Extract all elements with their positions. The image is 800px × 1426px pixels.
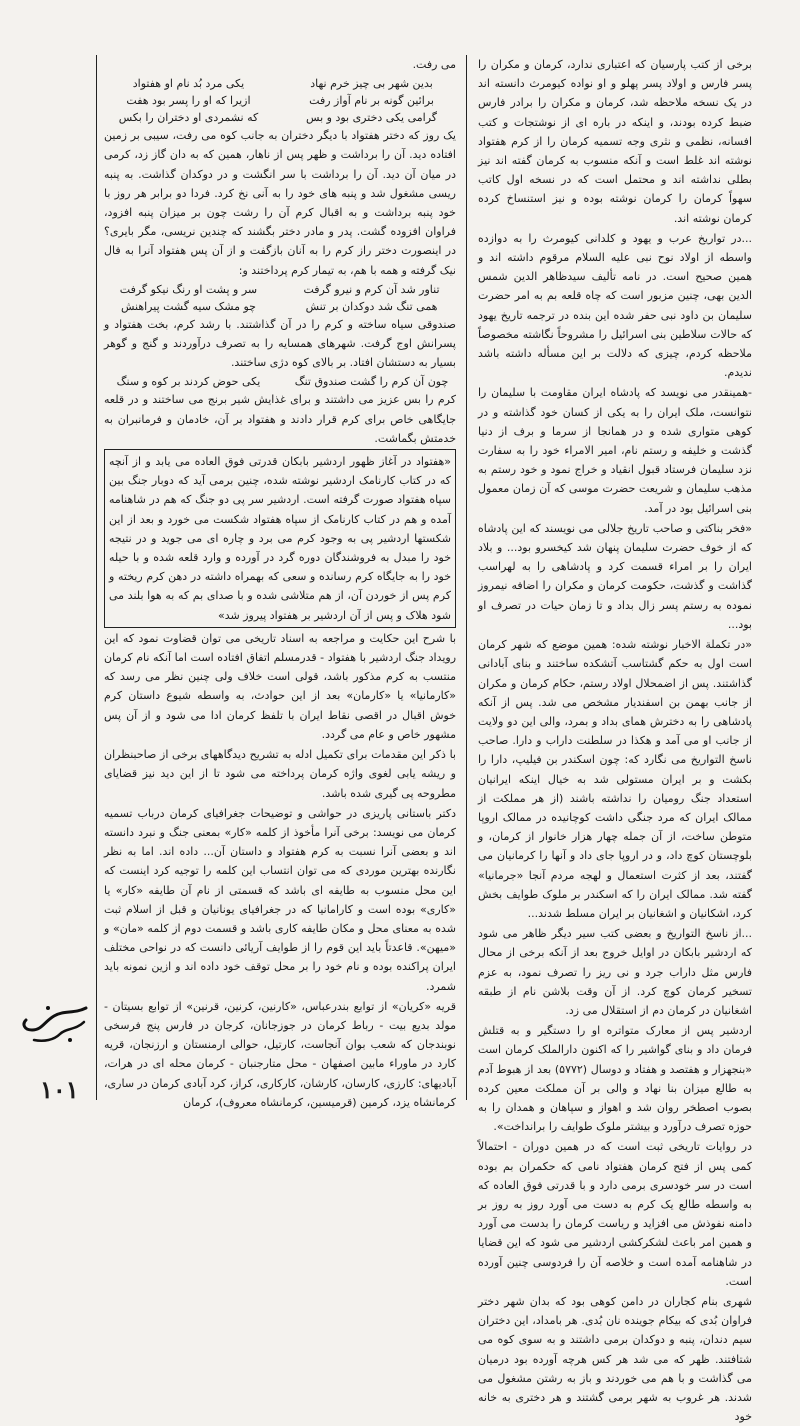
- margin-rule: [96, 55, 97, 1100]
- verse-line: [104, 281, 456, 298]
- hemistich: همی تنگ شد دوکدان بر تنش: [305, 299, 438, 313]
- verse-line: [104, 298, 456, 315]
- page-number: ۱۰۱: [40, 1075, 79, 1104]
- hemistich: چو مشک سیه گشت پیراهنش: [120, 299, 256, 313]
- verse-line: [104, 92, 456, 109]
- paragraph: می رفت.: [412, 58, 456, 71]
- paragraph: ...در تواریخ عرب و یهود و کلدانی کیومرث را به دوازده واسطه از اولاد نوح نبی علیه السلام مرقوم داشته اند و همین صحیح است. در نامه تألیف سیدظاهر الدین شمس الدین بهی، چنین مزبور است که چاه قلعه بم به امر حضرت سلیمان بن داود نبی حفر شده این بنده در ترجمه تاریخ یهود که حالات سلاطین بنی اسرائیل را مشروحاً نگاشته مخصوصاً ملاحظه کردم، چیزی که دلالت بر این مسأله داشته باشد ندیدم.: [478, 231, 752, 380]
- verse-line: [104, 75, 456, 92]
- paragraph: قریه «کریان» از توابع بندرعباس، «کارنین، کرنین، قرنین» از توابع بسیتان - مولد بدیع بیت - رباط کرمان در جوزجانان، کرجان در فارس پنج فرسخی نوبندجان که شعب بوان آنجاست، کارتیل، حوالی ارمنستان و ارزنجان، قریه کارد در ماوراء مابین اصفهان - محل متارجنبان - کرمان محله ای در هرات، آبادیهای: کارزی، کارسان، کارشان، کارکاری، کراز، کرد آبادی کرمان در ساری، کرمانشاه یزد، کرمین (قرمیسین، کرمانشاه معروف)، کرمان: [104, 999, 456, 1109]
- paragraph: دکتر باستانی پاریزی در حواشی و توضیحات جغرافیای کرمان درباب تسمیه کرمان می نویسد: برخی آنرا مأخوذ از کلمه «کار» بمعنی جنگ و نبرد دانسته اند و بعضی آنرا نسبت به کرم هفتواد و داستان آن... داده اند. اما به نظر نگارنده بهترین موردی که می توان انتساب این کلمه را توجیه کرد اینست که این محل منسوب به طایفه ای باشد که قسمتی از نام آن طایفه «کار» یا «کاری» بوده است و کارامانیا که در جغرافیای یونانیان و قبل از اسلام ثبت شده به معنای محل و مکان طایفه کاری باشد و قسمت دوم از کلمه «مان» و «میهن». قاعدتاً باید این قوم را از طوایف آریائی دانست که در نواحی مختلف ایران پراکنده بوده و نام خود را بر محل توقف خود داده اند و ازین نمونه باید شمرد.: [104, 806, 456, 993]
- paragraph: کرم را بس عزیز می داشتند و برای غذایش شیر برنج می ساختند و در قلعه جایگاهی خاص برای کرم قرار دادند و هفتواد بر آن، خادمان و فرمانبران به خدمتش بگماشت.: [104, 393, 456, 445]
- column-divider: [466, 55, 467, 1100]
- hemistich: یکی حوض کردند بر کوه و سنگ: [116, 375, 261, 389]
- boxed-quote: «هفتواد در آغاز ظهور اردشیر بابکان قدرتی فوق العاده می یابد و از آنچه که در کتاب کارنامک اردشیر نوشته شده، چنین برمی آید که دوبار جنگ بین سپاه هفتواد صورت گرفته است. اردشیر سر پی دو جنگ که هم در شاهنامه آمده و هم در کتاب کارنامک از سپاه هفتواد شکست می خورد و بعد از این شکستها اردشیر پی به وجود کرم می برد و چاره ای می جوید و در نتیجه خود را مبدل به فروشندگان دوره گرد در آورده و وارد قلعه شده و با حیله خود را به جایگاه کرم رسانده و سعی که بهمراه داشته در دهن کرم ریخته و کرم پس از خوردن آن، از هم متلاشی شده و با صدای بم که به هوا بلند می شود هلاک و پس از آن اردشیر بر هفتواد پیروز شد»: [104, 449, 456, 628]
- hemistich: گرامی یکی دختری بود و بس: [306, 111, 437, 125]
- paragraph: ...از ناسخ التواریخ و بعضی کتب سیر دیگر ظاهر می شود که اردشیر بابکان در اوایل خروج بعد از آنکه برخی از محال فارس مثل داراب جرد و نی ریز را تصرف نمود، به عزم تسخیر کرمان کوچ کرد. از آن وقت بلاشن نام از طبقه اشغانیان در کرمان دم از استقلال می زد.: [478, 927, 752, 1017]
- hemistich: سر و پشت او رنگ نیکو گرفت: [119, 282, 258, 296]
- right-column: [478, 55, 752, 1424]
- kerman-calligraphy-logo: [14, 1000, 94, 1050]
- hemistich: یکی مرد بُد نام او هفتواد: [132, 77, 245, 91]
- paragraph: -همینقدر می نویسد که پادشاه ایران مقاومت با سلیمان را نتوانست، ملک ایران را به یکی از کسان خود گذاشته و در کوهی متواری شده و در همانجا از سرما و برف از دنیا گذشت و خلیفه و رستم نام، امیر الامراء خود را به سفارت نزد سلیمان فرستاد قبول انقیاد و خراج نمود و خود رستم به مذهب سلیمان و شریعت حضرت موسی که آن زمان معمول بنی اسرائیل بود در آمد.: [478, 386, 752, 515]
- paragraph: اردشیر پس از معارک متواتره او را دستگیر و به قتلش فرمان داد و بنای گواشیر را که اکنون دارالملک کرمان است «بنجهزار و هفتصد و هفتاد و دوسال (۵۷۷۲) بعد از هبوط آدم به طالع میزان بنا نهاد و والی بر آن مملکت معین کرده بصوب اصطخر روان شد و اهواز و سپاهان و همدان را به حوزه تصرف درآورد و بیشتر ملوک طوایف را برانداخت».: [478, 1024, 752, 1134]
- left-column: [104, 55, 456, 1109]
- paragraph: شهری بنام کجاران در دامن کوهی بود که بدان شهر دختر فراوان بُدی که بیکام جوینده نان بُدی. هر بامداد، این دختران سیم دندان، پنبه و دوکدان برمی داشتند و به سوی کوه می شتافتند. ظهر که می شد هر کس هرچه آورده بود درمیان می گذاشت و با هم می خوردند و باز به رشتن مشغول می شدند. هر غروب به شهر برمی گشتند و هر دختری به خانه خود: [478, 1295, 752, 1424]
- paragraph: یک روز که دختر هفتواد با دیگر دختران به جانب کوه می رفت، سیبی بر زمین افتاده دید. آن را برداشت و ظهر پس از ناهار، همین که به دان گاز زد، کرمی در میان آن دید. آن را برداشت با سر انگشت و در دوکدان گذاشت. به پنبه ریسی مشغول شد و پنبه های خود را به آنی نخ کرد. فردا دو برابر هر روز با خود پنبه برداشت و به اقبال کرم آن را رشت چون بر میزان پنبه افزود، فراوان افزوده گشت. پدر و مادر دختر بگشند که چندین نریسی، مگر بایری؟ در اینصورت دختر راز کرم را به آنان بازگفت و از آن پس هفتواد آنرا به فال نیک گرفته و همه با هم، به تیمار کرم پرداختند و:: [104, 129, 456, 277]
- hemistich: برائین گونه بر نام آواز رفت: [309, 94, 434, 108]
- paragraph: «فخر بناکتی و صاحب تاریخ جلالی می نویسند که این پادشاه که از خوف حضرت سلیمان پنهان شد کیخسرو بود... و بلاد ایران را بر امراء قسمت کرد و پادشاهی را به لهراسب گذاشت و گذشت، حکومت کرمان و مکران را اضافه نیمروز نموده به رستم پسر زال بداد و تا زمان حیات در تصرف او بود...: [478, 521, 752, 631]
- hemistich: بدین شهر بی چیز خرم نهاد: [310, 77, 433, 91]
- hemistich: که نشمردی او دختران را بکس: [118, 111, 259, 125]
- hemistich: چون آن کرم را گشت صندوق تنگ: [294, 375, 449, 389]
- paragraph: صندوقی سیاه ساخته و کرم را در آن گذاشتند. با رشد کرم، بخت هفتواد و پسرانش اوج گرفت. شهرهای همسایه را به تصرف درآوردند و گنج و گوهر بسیار به دستشان افتاد. بر بالای کوه دژی ساختند.: [104, 317, 456, 370]
- paragraph: «در تکملة الاخبار نوشته شده: همین موضع که شهر کرمان است اول به حکم گشتاسب آتشکده ساختند و بنای آبادانی گذاشتند. پس از اضمحلال اولاد رستم، حکام کرمان و مکران از جانب بهمن بن اسفندیار مشخص می شد. پس از آنکه پادشاهی را به دخترش همای بداد و بمرد، والی این دو ولایت از جانب او می آمد و هکذا در سلطنت داراب و دارا. صاحب ناسخ التواریخ می نگارد که: چون اسکندر بن فیلیپ، دارا را بکشت و بر ایران مستولی شد به خیال اینکه ایرانیان استعداد جنگ رومیان را نداشته باشند (از هر مملکت از ممالک ایران که مرد جنگی داشت کوچانیده در ممالک اروپا متوطن ساخت، از آن جمله چهار هزار خانوار از کرمان، و بلوچستان کوچ داد، و در اروپا جای داد و آنها را کرمانیان می گفتند، بعد از کثرت استعمال و لهجه مردم آنجا «جرمانیا» گفته شد. ممالک ایران را که اسکندر بر ملوک طوایف بخش کرد، اشکانیان و اشغانیان بر ایران مسلط شدند...: [478, 638, 752, 920]
- paragraph: با شرح این حکایت و مراجعه به اسناد تاریخی می توان قضاوت نمود که این رویداد جنگ اردشیر با هفتواد - قدرمسلم اتفاق افتاده است اما آنکه نام کرمان منتسب به کرم مذکور باشد، قولی است خلاف ولی چنین نظر می رسد که «کارمانیا» یا «کارمان» بعد از این حوادث، به واسطه شیوع داستان کرم خوش اقبال در اقصی نقاط ایران با تلفظ کرمان ادا می شود و از آن پس مشهور خاص و عام می گردد.: [104, 631, 456, 741]
- verse-line: [104, 373, 456, 390]
- paragraph: با ذکر این مقدمات برای تکمیل ادله به تشریح دیدگاههای برخی از صاحبنظران و ریشه یابی لغوی واژه کرمان پرداخته می شود تا از این دید نیز قضایای مطروحه پی گیری شده باشد.: [104, 748, 456, 800]
- paragraph: در روایات تاریخی ثبت است که در همین دوران - احتمالاً کمی پس از فتح کرمان هفتواد نامی که حکمران بم بوده است در سر خودسری برمی دارد و با قدرتی فوق العاده که به واسطه طالع یک کرم به دست می آورد روز به روز بر دامنه نفوذش می افزاید و ریاست کرمان را بدست می آورد و همین امر باعث لشکرکشی اردشیر می شود که این قضایا در شاهنامه آمده است و خلاصه آن را فردوسی چنین آورده است.: [478, 1140, 752, 1288]
- hemistich: تناور شد آن کرم و نیرو گرفت: [303, 282, 440, 296]
- hemistich: ازیرا که او را پسر بود هفت: [126, 94, 251, 108]
- paragraph: برخی از کتب پارسیان که اعتباری ندارد، کرمان و مکران را پسر فارس و اولاد پسر پهلو و او نواده کیومرث دانسته اند در یک نسخه ملاحظه شد، کرمان و مکران را برادر فارس ضبط کرده بودند، و اینکه در باره ای از نوشتجات و کتب افسانه، نظمی و نثری وجه تسمیه کرمان را از کرم هفتواد نوشته اند غلط است و آنکه منسوب به کرمان گفته اند نیز بطلی نداشته اند و محتمل است که در نسخه اول کاتب سهواً کرمان را کرمان نوشته بوده و نیز استنساخ کرده کرمان نوشته اند.: [478, 58, 752, 225]
- verse-line: [104, 109, 456, 126]
